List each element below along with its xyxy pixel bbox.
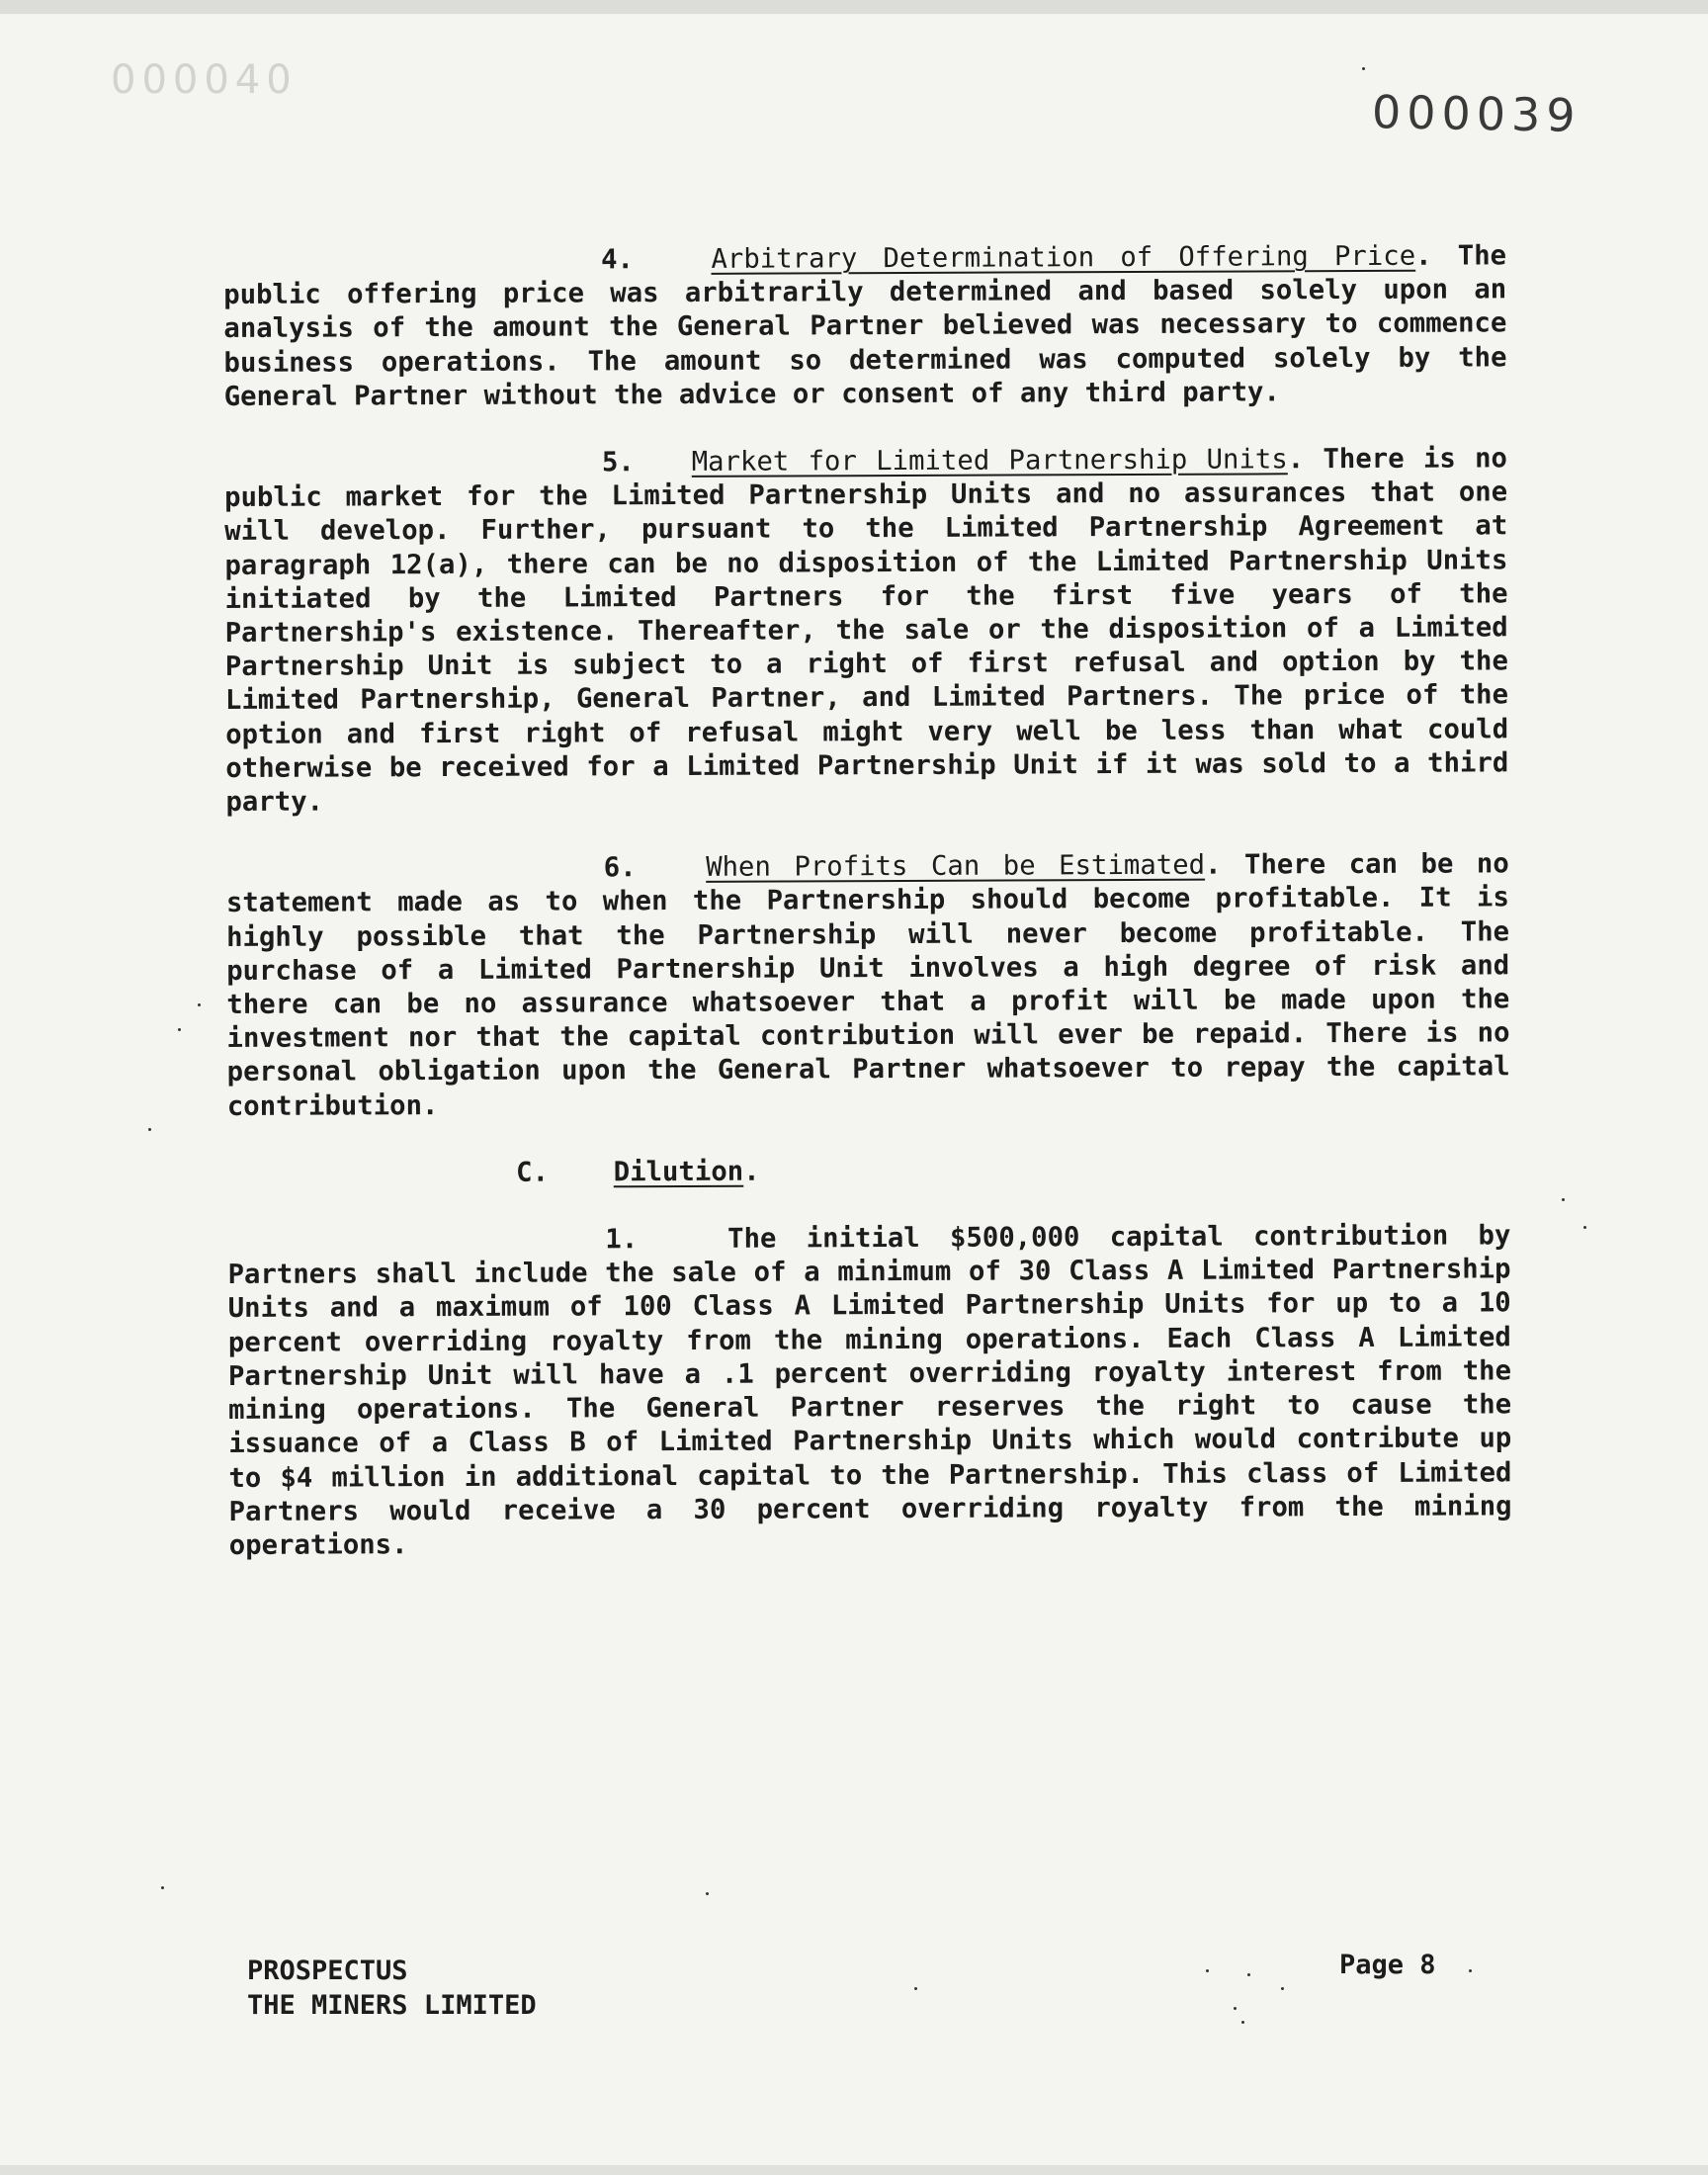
paragraph-number: 5. [601, 447, 635, 478]
scan-speck [161, 1886, 164, 1889]
section-letter: C. [516, 1157, 550, 1188]
page-number: Page 8 [1339, 1950, 1436, 1980]
dilution-paragraph-1 [227, 1219, 1511, 1563]
paragraph-6: 6. When Profits Can be Estimated. There can be no statement made as to when the Partnership should become profitable. It is highly possible that the Partnership will never become profitable. The purchase of a Limited Partnership Unit involves a high degree of risk and there can be no assurance whatsoever that a profit will be made upon the investment nor that the capital contribution will ever be repaid. There is no personal obligation upon the General Partner whatsoever to repay the capital contribution. [225, 848, 1510, 1122]
scan-speck [1247, 1973, 1250, 1976]
paragraph-title: Arbitrary Determination of Offering Price [711, 240, 1416, 275]
scan-speck [1362, 67, 1365, 70]
scan-speck [706, 1892, 709, 1895]
document-body [223, 239, 1512, 1563]
scan-speck [1241, 2021, 1244, 2024]
paragraph-number: 1. [605, 1224, 639, 1256]
scan-speck [914, 1987, 917, 1990]
section-title: Dilution [613, 1156, 744, 1188]
bates-number: 000039 [1371, 85, 1582, 142]
footer-title [247, 1954, 537, 2023]
faint-bates-stamp: 000040 [111, 57, 298, 103]
scan-speck [1234, 2007, 1237, 2010]
paragraph-number: 6. [603, 852, 637, 884]
scan-top-edge [0, 0, 1708, 14]
paragraph-title: Market for Limited Partnership Units [691, 444, 1288, 478]
footer-line-company: THE MINERS LIMITED [247, 1990, 537, 2021]
scan-speck [178, 1028, 181, 1031]
paragraph-text: There can be no statement made as to when the Partnership should become profitable. It is highly possible that the Partnership will never become profitable. The purchase of a Limited Partnership Unit involves a high degree of risk and there can be no assurance whatsoever that a profit will be made upon the investment nor that the capital contribution will ever be repaid. There is no personal obligation upon the General Partner whatsoever to repay the capital contribution. [225, 848, 1510, 1122]
scan-speck [1469, 1969, 1472, 1972]
footer-line-prospectus: PROSPECTUS [247, 1956, 408, 1986]
scan-speck [1281, 1987, 1284, 1990]
scan-bottom-edge [0, 2165, 1708, 2175]
paragraph-5: 5. Market for Limited Partnership Units. There is no public market for the Limited Partnership Units and no assurances that one will develop. Further, pursuant to the Limited Partnership Agreement at paragraph 12(a), there can be no disposition of the Limited Partnership Units initiated by the Limited Partners for the first five years of the Partnership's existence. Thereafter, the sale or the disposition of a Limited Partnership Unit is subject to a right of first refusal and option by the Limited Partnership, General Partner, and Limited Partners. The price of the option and first right of refusal might very well be less than what could otherwise be received for a Limited Partnership Unit if it was sold to a third party. [224, 443, 1509, 819]
paragraph-text: The public offering price was arbitrarily determined and based solely upon an analysis of the amount the General Partner believed was necessary to commence business operations. The amount so determined was computed solely by the General Partner without the advice or consent of any third party. [223, 240, 1507, 412]
scan-speck [1583, 1226, 1586, 1229]
scan-speck [1206, 1969, 1209, 1972]
scan-speck [198, 1003, 201, 1006]
scan-speck [1562, 1198, 1565, 1201]
paragraph-text: The initial $500,000 capital contribution by Partners shall include the sale of a minimum of 30 Class A Limited Partnership Units and a maximum of 100 Class A Limited Partnership Units for up to a 10 percent overriding royalty from the mining operations. Each Class A Limited Partnership Unit will have a .1 percent overriding royalty interest from the mining operations. The General Partner reserves the right to cause the issuance of a Class B of Limited Partnership Units which would contribute up to $4 million in additional capital to the Partnership. This class of Limited Partners would receive a 30 percent overriding royalty from the mining operations. [227, 1220, 1512, 1561]
section-heading-dilution: C. Dilution. [516, 1156, 760, 1188]
paragraph-text: There is no public market for the Limited Partnership Units and no assurances that one will develop. Further, pursuant to the Limited Partnership Agreement at paragraph 12(a), there can be no disposition of the Limited Partnership Units initiated by the Limited Partners for the first five years of the Partnership's existence. Thereafter, the sale or the disposition of a Limited Partnership Unit is subject to a right of first refusal and option by the Limited Partnership, General Partner, and Limited Partners. The price of the option and first right of refusal might very well be less than what could otherwise be received for a Limited Partnership Unit if it was sold to a third party. [224, 443, 1509, 819]
paragraph-number: 4. [601, 244, 635, 276]
paragraph-4: 4. Arbitrary Determination of Offering Price. The public offering price was arbitrarily determined and based solely upon an analysis of the amount the General Partner believed was necessary to commence business operations. The amount so determined was computed solely by the General Partner without the advice or consent of any third party. [223, 240, 1507, 412]
scan-speck [148, 1128, 151, 1131]
paragraph-title: When Profits Can be Estimated [706, 849, 1206, 884]
